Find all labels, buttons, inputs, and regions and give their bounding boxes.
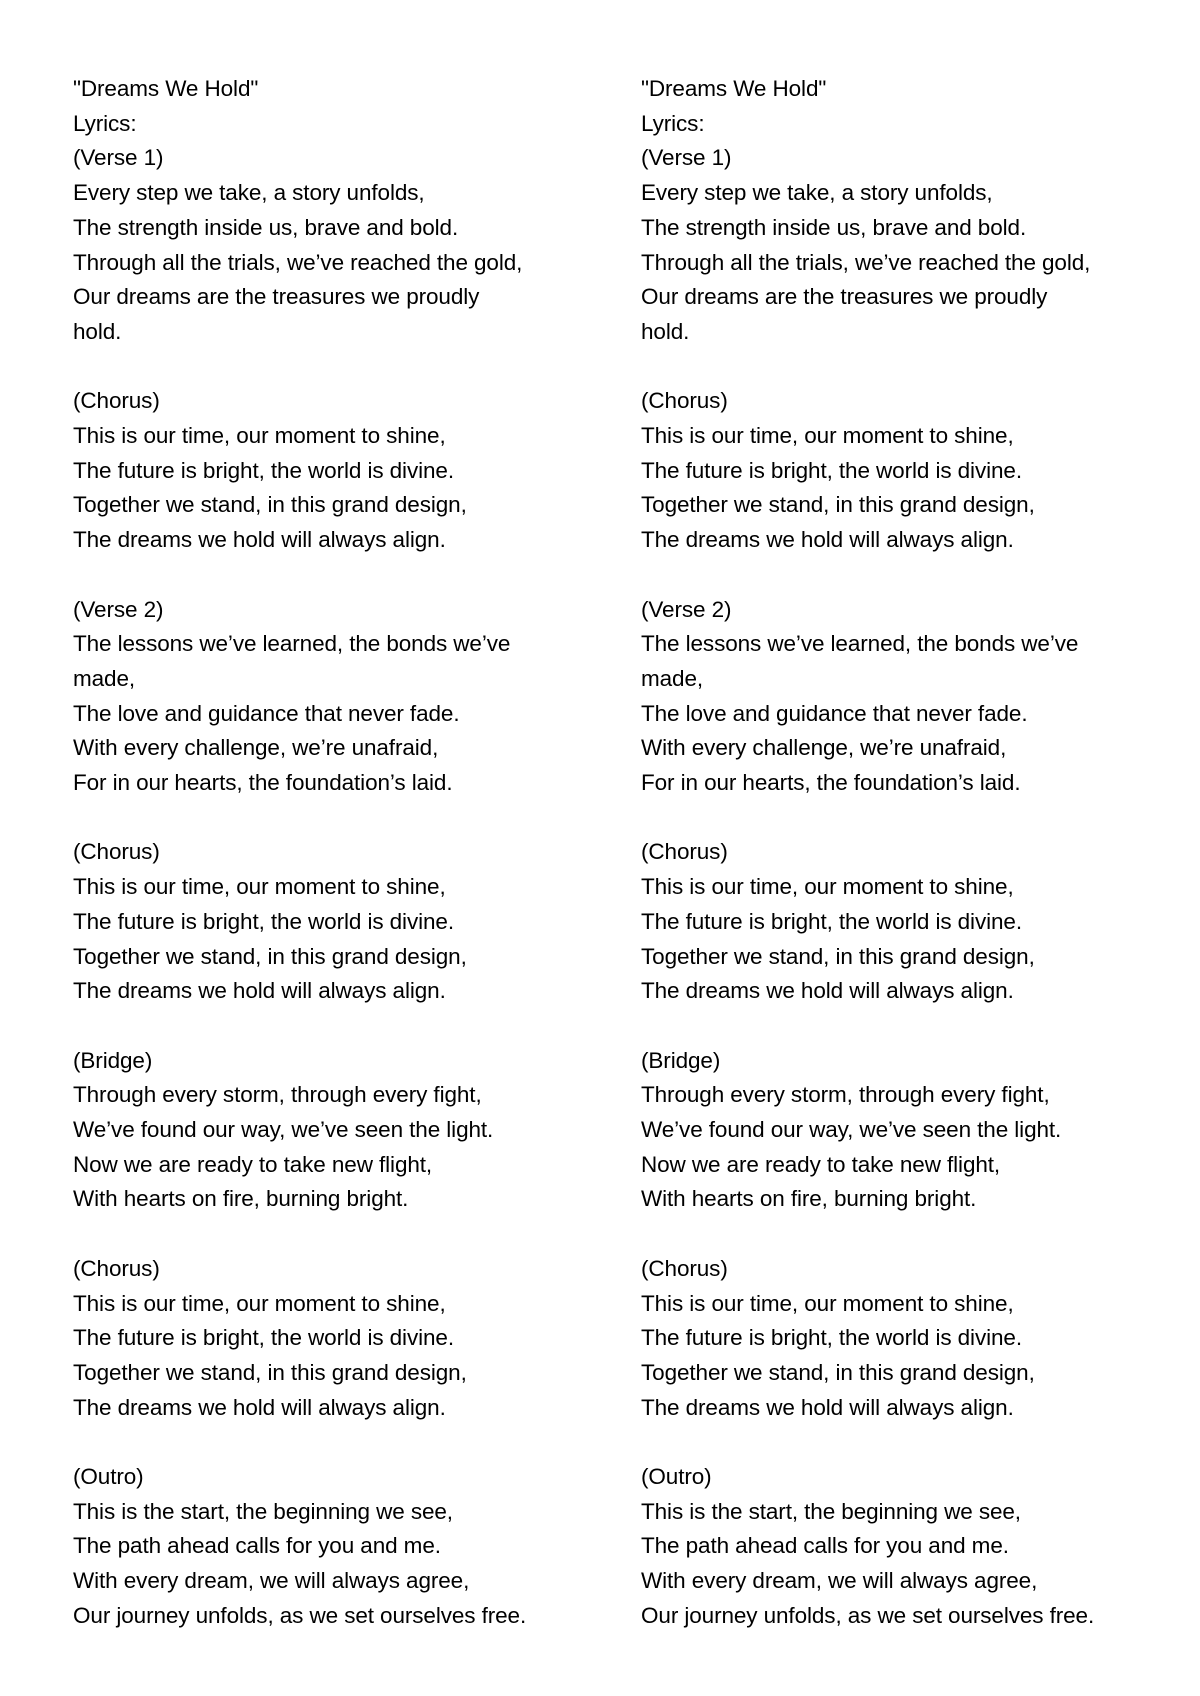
lyric-line: Through every storm, through every fight, [641, 1082, 1050, 1108]
lyric-line: With every challenge, we’re unafraid, [641, 735, 1007, 761]
stanza-spacer [641, 801, 1161, 836]
lyric-line: The dreams we hold will always align. [73, 1394, 446, 1420]
lyric-line: For in our hearts, the foundation’s laid. [73, 770, 453, 796]
stanza-spacer [73, 1009, 593, 1044]
lyric-line: The future is bright, the world is divine. [73, 457, 454, 483]
lyric-line: With every dream, we will always agree, [641, 1568, 1038, 1594]
section-heading: (Chorus) [73, 839, 160, 865]
lyric-line: Together we stand, in this grand design, [641, 1359, 1035, 1385]
stanza-spacer [641, 558, 1161, 593]
lyrics-column-right [641, 72, 1161, 1634]
lyric-line: The lessons we’ve learned, the bonds we’ve [73, 631, 511, 657]
lyric-line: The love and guidance that never fade. [73, 700, 460, 726]
section-heading: (Chorus) [73, 388, 160, 414]
section-heading: (Chorus) [641, 388, 728, 414]
stanza-spacer [73, 1217, 593, 1252]
section-heading: (Outro) [641, 1464, 712, 1490]
lyric-line: The future is bright, the world is divine. [641, 908, 1022, 934]
lyric-line: This is our time, our moment to shine, [641, 874, 1014, 900]
lyric-line: For in our hearts, the foundation’s laid. [641, 770, 1021, 796]
stanza-spacer [641, 350, 1161, 385]
lyric-line: We’ve found our way, we’ve seen the light. [73, 1117, 494, 1143]
lyric-line: The dreams we hold will always align. [641, 527, 1014, 553]
lyric-line: Our journey unfolds, as we set ourselves free. [73, 1602, 527, 1628]
stanza-spacer [73, 801, 593, 836]
section-heading: (Chorus) [73, 1255, 160, 1281]
lyrics-label: Lyrics: [641, 110, 705, 136]
lyric-line: Our journey unfolds, as we set ourselves free. [641, 1602, 1095, 1628]
lyric-line: The dreams we hold will always align. [641, 1394, 1014, 1420]
lyric-line: This is our time, our moment to shine, [73, 423, 446, 449]
lyric-line: Our dreams are the treasures we proudly [73, 284, 480, 310]
lyric-line: Through every storm, through every fight, [73, 1082, 482, 1108]
lyric-line: Together we stand, in this grand design, [73, 1359, 467, 1385]
lyric-line: Together we stand, in this grand design, [641, 943, 1035, 969]
song-title: "Dreams We Hold" [641, 76, 827, 101]
lyric-line: We’ve found our way, we’ve seen the light. [641, 1117, 1062, 1143]
lyric-line: The future is bright, the world is divine. [641, 1325, 1022, 1351]
section-heading: (Outro) [73, 1464, 144, 1490]
lyric-line: This is our time, our moment to shine, [641, 423, 1014, 449]
lyric-line: This is our time, our moment to shine, [73, 1290, 446, 1316]
lyric-line: Every step we take, a story unfolds, [73, 180, 425, 206]
section-heading: (Bridge) [641, 1047, 721, 1073]
lyric-line: Together we stand, in this grand design, [73, 943, 467, 969]
lyric-line: Together we stand, in this grand design, [73, 492, 467, 518]
section-heading: (Verse 2) [73, 596, 164, 622]
section-heading: (Chorus) [641, 839, 728, 865]
lyric-line: The strength inside us, brave and bold. [641, 214, 1027, 240]
section-heading: (Verse 1) [73, 145, 164, 171]
lyric-line: made, [73, 665, 136, 691]
lyric-line: hold. [73, 318, 122, 344]
lyric-line: The path ahead calls for you and me. [73, 1533, 441, 1559]
lyric-line: The path ahead calls for you and me. [641, 1533, 1009, 1559]
stanza-spacer [641, 1425, 1161, 1460]
lyric-line: The dreams we hold will always align. [641, 978, 1014, 1004]
lyric-line: Through all the trials, we’ve reached the gold, [641, 249, 1091, 275]
lyric-line: With every dream, we will always agree, [73, 1568, 470, 1594]
section-heading: (Verse 2) [641, 596, 732, 622]
lyric-line: With hearts on fire, burning bright. [73, 1186, 409, 1212]
stanza-spacer [641, 1217, 1161, 1252]
stanza-spacer [641, 1009, 1161, 1044]
stanza-spacer [73, 558, 593, 593]
lyric-line: Every step we take, a story unfolds, [641, 180, 993, 206]
lyric-line: With every challenge, we’re unafraid, [73, 735, 439, 761]
section-heading: (Chorus) [641, 1255, 728, 1281]
lyric-line: Now we are ready to take new flight, [73, 1151, 433, 1177]
lyric-line: Through all the trials, we’ve reached the gold, [73, 249, 523, 275]
lyric-line: The dreams we hold will always align. [73, 978, 446, 1004]
lyric-line: This is our time, our moment to shine, [73, 874, 446, 900]
lyric-line: The strength inside us, brave and bold. [73, 214, 459, 240]
lyric-line: Together we stand, in this grand design, [641, 492, 1035, 518]
song-title: "Dreams We Hold" [73, 76, 259, 101]
lyric-line: The future is bright, the world is divine. [641, 457, 1022, 483]
section-heading: (Verse 1) [641, 145, 732, 171]
lyrics-column-left [73, 72, 593, 1634]
lyrics-label: Lyrics: [73, 110, 137, 136]
lyric-line: This is our time, our moment to shine, [641, 1290, 1014, 1316]
stanza-spacer [73, 350, 593, 385]
lyric-line: This is the start, the beginning we see, [73, 1498, 453, 1524]
lyric-line: hold. [641, 318, 690, 344]
lyric-line: The future is bright, the world is divine. [73, 908, 454, 934]
lyric-line: Our dreams are the treasures we proudly [641, 284, 1048, 310]
section-heading: (Bridge) [73, 1047, 153, 1073]
stanza-spacer [73, 1425, 593, 1460]
lyric-line: The lessons we’ve learned, the bonds we’ve [641, 631, 1079, 657]
lyric-line: The love and guidance that never fade. [641, 700, 1028, 726]
lyric-line: With hearts on fire, burning bright. [641, 1186, 977, 1212]
lyric-line: This is the start, the beginning we see, [641, 1498, 1021, 1524]
lyric-line: Now we are ready to take new flight, [641, 1151, 1001, 1177]
lyric-line: made, [641, 665, 704, 691]
lyric-line: The dreams we hold will always align. [73, 527, 446, 553]
lyric-line: The future is bright, the world is divine. [73, 1325, 454, 1351]
